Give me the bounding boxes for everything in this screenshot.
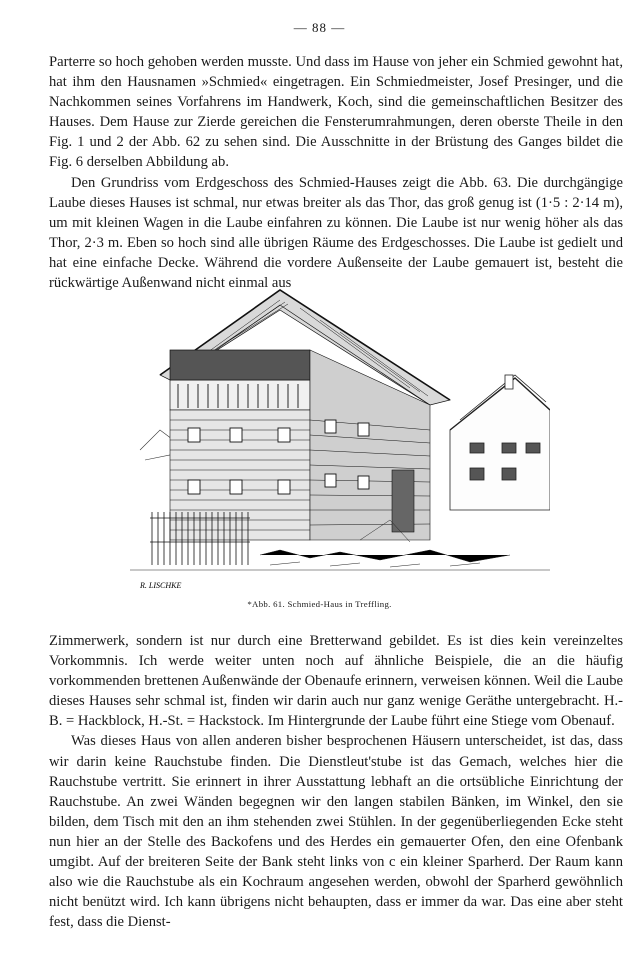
figure-caption: *Abb. 61. Schmied-Haus in Treffling. xyxy=(247,599,392,609)
house-drawing xyxy=(130,280,550,596)
paragraph: Zimmerwerk, sondern ist nur durch eine Bretterwand gebildet. Es ist dies kein vereinzeltes Vorkommnis. Ich werde weiter unten noch auf ähnliche Beispiele, die an die häufig vorkommenden brettenen Außenwände der Obenaufe erinnern, verweisen können. Weil die Laube dieses Hauses sehr schmal ist, finden wir darin auch nur ganz wenige Geräthe untergebracht. H.-B. = Hackblock, H.-St. = Hackstock. Im Hintergrunde der Laube führt eine Stiege vom Obenauf. xyxy=(49,633,623,730)
front-wall xyxy=(170,410,310,540)
bottom-text-block xyxy=(49,631,623,932)
house-illustration xyxy=(130,280,550,596)
paragraph: Den Grundriss vom Erdgeschoss des Schmied-Hauses zeigt die Abb. 63. Die durchgängige Laube dieses Hauses ist schmal, nur etwas breiter als das Thor, das groß genug ist (1·5 : 2·14 m), um mit kleinen Wagen in die Laube einfahren zu können. Die Laube ist nur wenig höher als das Thor, 2·3 m. Eben so hoch sind alle übrigen Räume des Erdgeschosses. Die Laube ist gedielt und hat eine einfache Decke. Während die vordere Außenseite der Laube gemauert ist, besteht die rückwärtige Außenwand nicht einmal aus xyxy=(49,174,623,292)
page-number: — 88 — xyxy=(293,20,346,35)
neighbour-house xyxy=(450,375,550,510)
top-text-block xyxy=(49,52,623,293)
paragraph: Was dieses Haus von allen anderen bisher besprochenen Häusern unterscheidet, ist das, dass wir darin keine Rauchstube finden. Die Dienstleut'stube ist das Gemach, welches hier die Rauchstube vertritt. Sie erinnert in ihrer Ausstattung lebhaft an die ortsübliche Einrichtung der Rauchstube. An zwei Wänden begegnen wir den langen stabilen Bänken, im Winkel, den sie bilden, dem Tisch mit den an ihm stehenden zwei Stühlen. In der gegenüberliegenden Ecke steht nun hier an der Stelle des Backofens und des Herdes ein gemauerter Ofen, den eine Ofenbank umgibt. Auf der breiteren Seite der Bank steht links von c ein kleiner Sparherd. Der Raum kann also wie die Rauchstube als ein Kochraum angesehen werden, obwohl der Sparherd gewöhnlich nicht benützt wird. Ich kann übrigens nicht behaupten, dass er immer da war. Das eine aber steht fest, dass die Dienst- xyxy=(49,733,623,931)
paragraph: Parterre so hoch gehoben werden musste. Und dass im Hause von jeher ein Schmied gewohnt hat, hat ihm den Hausnamen »Schmied« eingetragen. Ein Schmiedmeister, Josef Presinger, und die Nachkommen seines Vorfahrens im Handwerk, Koch, sind die gemeinschaftlichen Besitzer des Hauses. Dem Hause zur Zierde gereichen die Fensterumrahmungen, deren oberste Theile in den Fig. 1 und 2 der Abb. 62 zu sehen sind. Die Ausschnitte in der Brüstung des Ganges bildet die Fig. 6 derselben Abbildung ab. xyxy=(49,54,623,171)
gallery xyxy=(170,350,310,410)
artist-signature: R. LISCHKE xyxy=(140,581,182,590)
